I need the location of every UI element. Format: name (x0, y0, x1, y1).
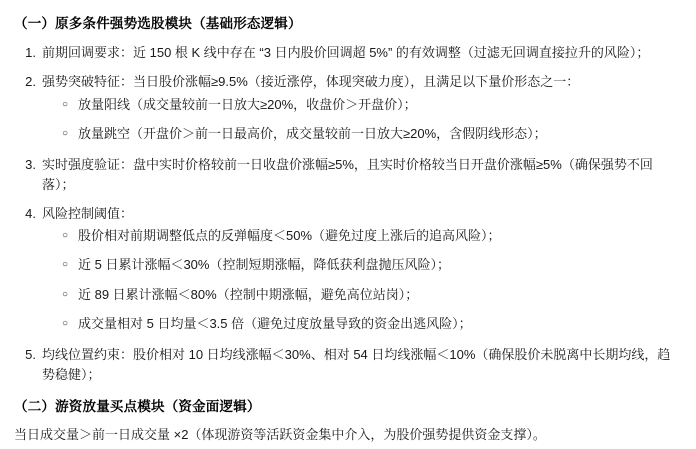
list-item (14, 345, 682, 385)
list-item (14, 43, 682, 63)
circle-bullet-icon: ○ (62, 127, 69, 139)
sub-list-item (42, 95, 682, 115)
sub-list-item (42, 285, 682, 305)
list-item (14, 72, 682, 145)
list-item-text: 前期回调要求：近 150 根 K 线中存在 “3 日内股价回调超 5%” 的有效调整（过滤无回调直接拉升的风险）； (42, 45, 650, 61)
sub-list-item-text: 放量跳空（开盘价＞前一日最高价，成交量较前一日放大≥20%，含假阴线形态）； (78, 125, 547, 141)
sub-list-item-text: 放量阳线（成交量较前一日放大≥20%，收盘价＞开盘价）； (78, 96, 417, 112)
sub-list-item (42, 314, 682, 334)
sub-list (42, 226, 682, 334)
list-item-text: 强势突破特征：当日股价涨幅≥9.5%（接近涨停，体现突破力度），且满足以下量价形态之一： (42, 74, 580, 90)
sub-list (42, 95, 682, 144)
circle-bullet-icon: ○ (62, 98, 69, 110)
circle-bullet-icon: ○ (62, 259, 69, 271)
list-item-number: 4. (25, 206, 36, 222)
list-item (14, 204, 682, 336)
circle-bullet-icon: ○ (62, 230, 69, 242)
section-heading-1: （一）原多条件强势选股模块（基础形态逻辑） (14, 16, 302, 31)
list-item-number: 3. (25, 156, 36, 172)
list-item-number: 1. (25, 45, 36, 61)
sub-list-item (42, 124, 682, 144)
sub-list-item-text: 成交量相对 5 日均量＜3.5 倍（避免过度放量导致的资金出逃风险）； (78, 315, 472, 331)
sub-list-item (42, 255, 682, 275)
sub-list-item (42, 226, 682, 246)
sub-list-item-text: 近 5 日累计涨幅＜30%（控制短期涨幅，降低获利盘抛压风险）； (78, 257, 450, 273)
circle-bullet-icon: ○ (62, 288, 69, 300)
section-paragraph: 当日成交量＞前一日成交量 ×2（体现游资等活跃资金集中介入，为股价强势提供资金支撑）。 (14, 427, 546, 443)
sub-list-item-text: 股价相对前期调整低点的反弹幅度＜50%（避免过度上涨后的追高风险）； (78, 228, 501, 244)
sub-list-item-text: 近 89 日累计涨幅＜80%（控制中期涨幅，避免高位站岗）； (78, 286, 419, 302)
list-item-text: 均线位置约束：股价相对 10 日均线涨幅＜30%、相对 54 日均线涨幅＜10%（确保股价未脱离中长期均线，趋势稳健）； (42, 346, 671, 382)
list-item (14, 155, 682, 195)
list-item-number: 5. (25, 346, 36, 362)
list-item-number: 2. (25, 74, 36, 90)
list-item-text: 实时强度验证：盘中实时价格较前一日收盘价涨幅≥5%，且实时价格较当日开盘价涨幅≥5%（确保强势不回落）； (42, 156, 653, 192)
list-item-text: 风险控制阈值： (42, 206, 134, 222)
section-heading-2: （二）游资放量买点模块（资金面逻辑） (14, 399, 261, 415)
circle-bullet-icon: ○ (62, 317, 69, 329)
